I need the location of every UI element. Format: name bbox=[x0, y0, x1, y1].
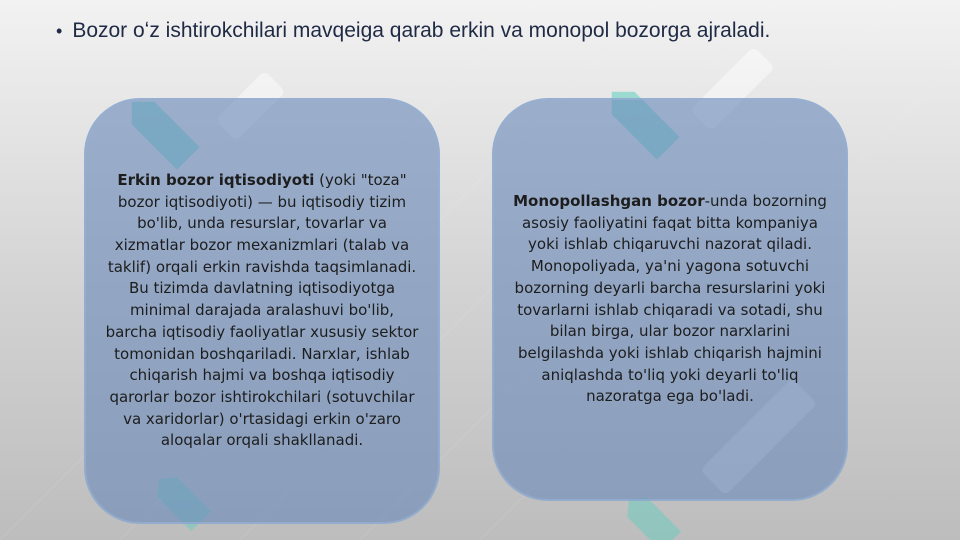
card-monopoly-market bbox=[492, 98, 848, 501]
slide-title-row bbox=[56, 16, 936, 46]
bullet-icon: • bbox=[56, 21, 63, 41]
card-free-market-text bbox=[104, 170, 420, 452]
card-monopoly-market-text bbox=[512, 191, 828, 408]
card-free-market bbox=[84, 98, 440, 524]
card-free-market-body: (yoki "toza" bozor iqtisodiyoti) — bu iqtisodiy tizim bo'lib, unda resurslar, tovarlar va xizmatlar bozor mexanizmlari (talab va taklif) orqali erkin ravishda taqsimlanadi. Bu tizimda davlatning iqtisodiyotga minimal darajada aralashuvi bo'lib, barcha iqtisodiy faoliyatlar xususiy sektor tomonidan boshqariladi. Narxlar, ishlab chiqarish hajmi va boshqa iqtisodiy qarorlar bozor ishtirokchilari (sotuvchilar va xaridorlar) o'rtasidagi erkin o'zaro aloqalar orqali shakllanadi. bbox=[105, 170, 419, 450]
slide-title: Bozor oʻz ishtirokchilari mavqeiga qarab erkin va monopol bozorga ajraladi. bbox=[72, 19, 771, 42]
card-free-market-term: Erkin bozor iqtisodiyoti bbox=[117, 170, 315, 189]
card-monopoly-market-body: -unda bozorning asosiy faoliyatini faqat bitta kompaniya yoki ishlab chiqaruvchi nazorat qiladi. Monopoliyada, ya'ni yagona sotuvchi bozorning deyarli barcha resurslarini yoki tovarlarni ishlab chiqaradi va sotadi, shu bilan birga, ular bozor narxlarini belgilashda yoki ishlab chiqarish hajmini aniqlashda to'liq yoki deyarli to'liq nazoratga ega bo'ladi. bbox=[514, 191, 827, 406]
card-monopoly-market-term: Monopollashgan bozor bbox=[513, 191, 705, 210]
